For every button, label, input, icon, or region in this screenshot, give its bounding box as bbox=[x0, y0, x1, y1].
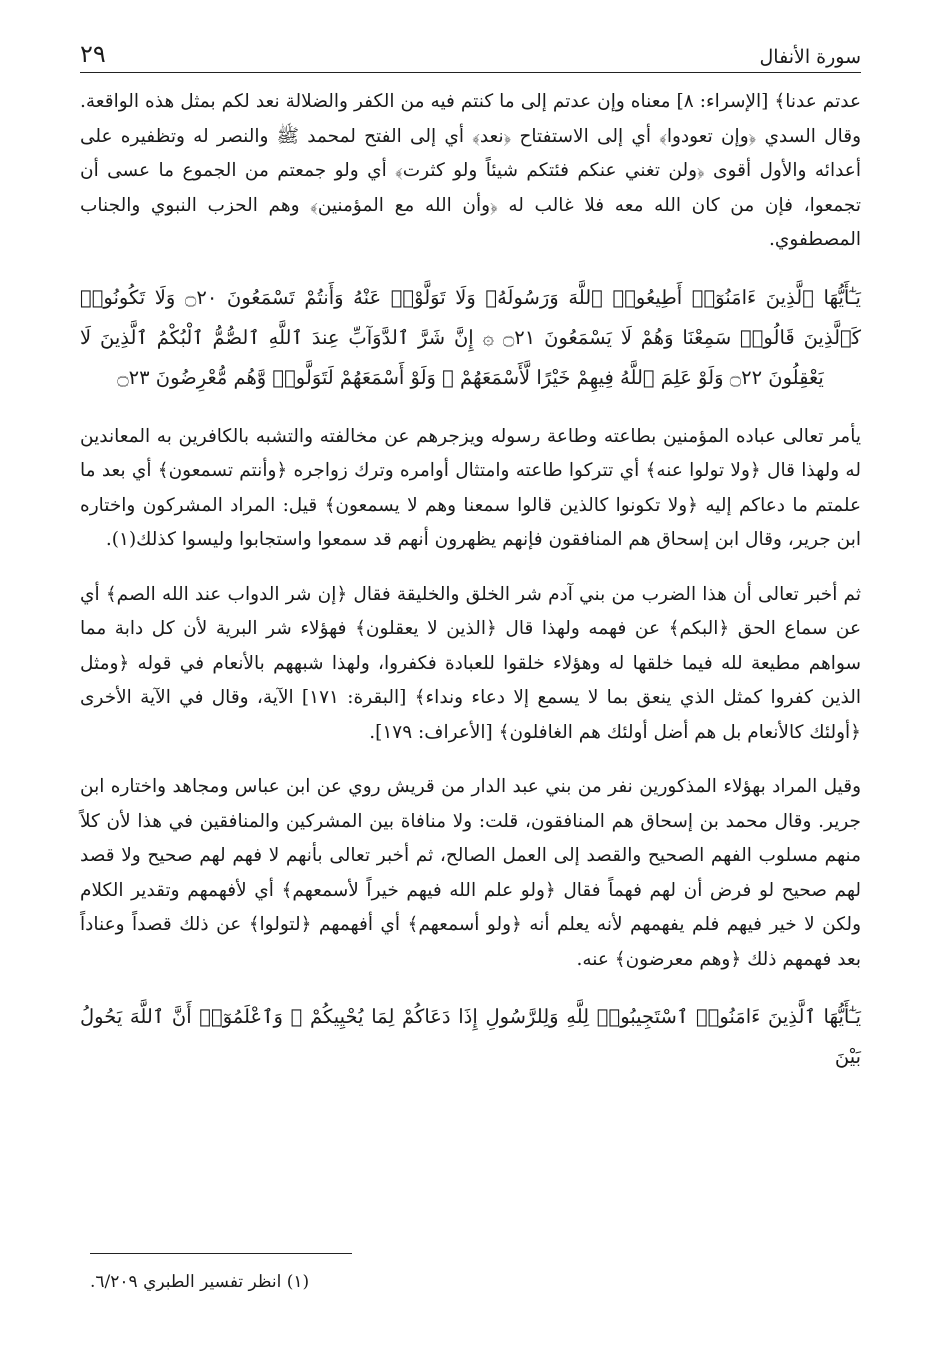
footnote-divider bbox=[90, 1253, 352, 1254]
footnote: (١) انظر تفسير الطبري ٦/٢٠٩. bbox=[90, 1272, 310, 1292]
page-number: ٢٩ bbox=[80, 40, 106, 68]
quran-verse-block-2: يَـٰٓأَيُّهَا ٱلَّذِينَ ءَامَنُوا۟ ٱسْتَجِيبُوا۟ لِلَّهِ وَلِلرَّسُولِ إِذَا دَعَاكُمْ لِمَا يُحْيِيكُمْ ۖ وَٱعْلَمُوٓا۟ أَنَّ ٱللَّهَ يَحُولُ بَيْنَ bbox=[80, 1005, 861, 1068]
quran-verse-block-1: يَـٰٓأَيُّهَا ٱلَّذِينَ ءَامَنُوٓا۟ أَطِيعُوا۟ ٱللَّهَ وَرَسُولَهُۥ وَلَا تَوَلَّوْا۟ عَنْهُ وَأَنتُمْ تَسْمَعُونَ ۝٢٠ وَلَا تَكُونُوا۟ كَٱلَّذِينَ قَالُوا۟ سَمِعْنَا وَهُمْ لَا يَسْمَعُونَ ۝٢١ ۞ إِنَّ شَرَّ ٱلدَّوَآبِّ عِندَ ٱللَّهِ ٱلصُّمُّ ٱلْبُكْمُ ٱلَّذِينَ لَا يَعْقِلُونَ ۝٢٢ وَلَوْ عَلِمَ ٱللَّهُ فِيهِمْ خَيْرًا لَّأَسْمَعَهُمْ ۖ وَلَوْ أَسْمَعَهُمْ لَتَوَلَّوا۟ وَّهُم مُّعْرِضُونَ ۝٢٣ bbox=[80, 285, 861, 389]
surah-title: سورة الأنفال bbox=[759, 46, 861, 68]
commentary-paragraph-2: يأمر تعالى عباده المؤمنين بطاعته وطاعة رسوله ويزجرهم عن مخالفته والتشبه بالكافرين به المعاندين له ولهذا قال ﴿ولا تولوا عنه﴾ أي تتركوا طاعته وامتثال أوامره وترك زواجره ﴿وأنتم تسمعون﴾ أي بعد ما علمتم ما دعاكم إليه ﴿ولا تكونوا كالذين قالوا سمعنا وهم لا يسمعون﴾ قيل: المراد المشركون واختاره ابن جرير، وقال ابن إسحاق هم المنافقون فإنهم يظهرون أنهم قد سمعوا واستجابوا وليسوا كذلك(١). bbox=[80, 425, 861, 550]
commentary-paragraph-4: وقيل المراد بهؤلاء المذكورين نفر من بني عبد الدار من قريش روي عن ابن عباس ومجاهد واختاره ابن جرير. وقال محمد بن إسحاق هم المنافقون، قلت: ولا منافاة بين المشركين والمنافقين في هذا لأن كلاً منهم مسلوب الفهم الصحيح والقصد إلى العمل الصالح، ثم أخبر تعالى بأنهم لا فهم لهم صحيح ولا قصد لهم صحيح لو فرض أن لهم فهماً فقال ﴿ولو علم الله فيهم خيراً لأسمعهم﴾ أي لأفهمهم وتقدير الكلام ولكن لا خير فيهم فلم يفهمهم لأنه يعلم أنه ﴿ولو أسمعهم﴾ أي أفهمهم ﴿لتولوا﴾ عن ذلك قصداً وعناداً بعد فهمهم ذلك ﴿وهم معرضون﴾ عنه. bbox=[80, 776, 861, 970]
commentary-paragraph-3: ثم أخبر تعالى أن هذا الضرب من بني آدم شر الخلق والخليقة فقال ﴿إن شر الدواب عند الله الصم﴾ أي عن سماع الحق ﴿البكم﴾ عن فهمه ولهذا قال ﴿الذين لا يعقلون﴾ فهؤلاء شر البرية لأن كل دابة مما سواهم مطيعة لله فيما خلقها له وهؤلاء خلقوا للعبادة فكفروا، ولهذا شبههم بالأنعام في قوله ﴿ومثل الذين كفروا كمثل الذي ينعق بما لا يسمع إلا دعاء ونداء﴾ [البقرة: ١٧١] الآية، وقال في الآية الأخرى ﴿أولئك كالأنعام بل هم أضل أولئك هم الغافلون﴾ [الأعراف: ١٧٩]. bbox=[80, 583, 861, 743]
page-header bbox=[80, 28, 861, 73]
commentary-paragraph-1: عدتم عدنا﴾ [الإسراء: ٨] معناه وإن عدتم إلى ما كنتم فيه من الكفر والضلالة نعد لكم بمثل هذه الواقعة. وقال السدي ﴿وإن تعودوا﴾ أي إلى الاستفتاح ﴿نعد﴾ أي إلى الفتح لمحمد ﷺ والنصر له وتظفيره على أعدائه والأول أقوى ﴿ولن تغني عنكم فئتكم شيئاً ولو كثرت﴾ أي ولو جمعتم من الجموع ما عسى أن تجمعوا، فإن من كان الله معه فلا غالب له ﴿وأن الله مع المؤمنين﴾ وهم الحزب النبوي والجناب المصطفوي. bbox=[80, 91, 861, 250]
